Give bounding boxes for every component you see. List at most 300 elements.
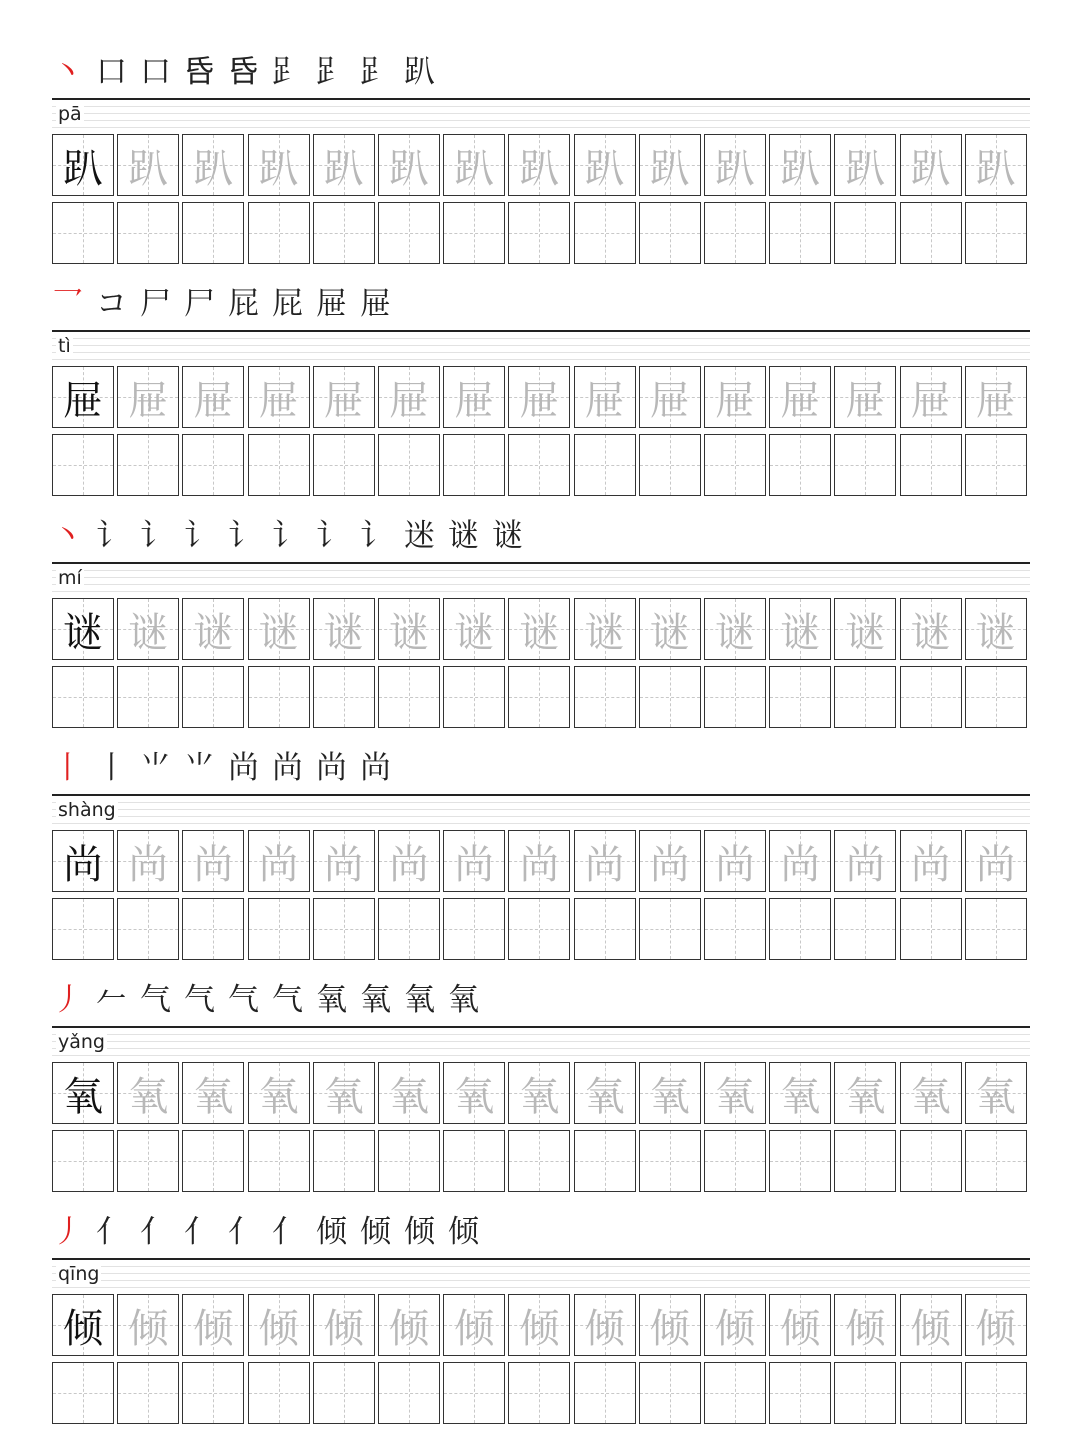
- stroke-step: 讠: [272, 518, 303, 554]
- trace-cell: [834, 830, 896, 892]
- practice-cell[interactable]: [769, 666, 831, 728]
- pinyin-label: qīng: [58, 1263, 100, 1285]
- trace-cell: [704, 134, 766, 196]
- trace-character: 氧: [649, 1073, 690, 1120]
- practice-cell[interactable]: [443, 666, 505, 728]
- trace-character: 倾: [845, 1305, 886, 1352]
- stroke-step: 谜: [448, 518, 479, 554]
- pinyin-band: [52, 562, 1030, 594]
- practice-cell[interactable]: [639, 898, 701, 960]
- trace-cell: [378, 134, 440, 196]
- practice-cell[interactable]: [965, 666, 1027, 728]
- practice-cell[interactable]: [443, 898, 505, 960]
- practice-row: [52, 666, 1030, 730]
- practice-cell[interactable]: [639, 434, 701, 496]
- practice-cell[interactable]: [182, 898, 244, 960]
- trace-character: 尚: [519, 841, 560, 888]
- practice-cell[interactable]: [769, 898, 831, 960]
- practice-cell[interactable]: [639, 1130, 701, 1192]
- trace-cell: [574, 598, 636, 660]
- trace-cell: [508, 1294, 570, 1356]
- practice-cell[interactable]: [117, 666, 179, 728]
- character-section: [52, 516, 1030, 748]
- practice-cell[interactable]: [769, 202, 831, 264]
- stroke-step: 丨: [52, 750, 83, 786]
- trace-cell: [965, 1294, 1027, 1356]
- trace-cell: [900, 598, 962, 660]
- stroke-order-sequence: [52, 980, 1030, 1030]
- stroke-step: 𧾷: [316, 54, 347, 90]
- practice-cell[interactable]: [900, 898, 962, 960]
- trace-character: 尚: [128, 841, 169, 888]
- practice-cell[interactable]: [769, 434, 831, 496]
- practice-cell[interactable]: [443, 1362, 505, 1424]
- trace-character: 屉: [715, 377, 755, 424]
- practice-cell[interactable]: [313, 434, 375, 496]
- practice-cell[interactable]: [965, 434, 1027, 496]
- trace-character: 氧: [910, 1073, 951, 1120]
- practice-cell[interactable]: [508, 434, 570, 496]
- practice-cell[interactable]: [704, 666, 766, 728]
- trace-cell: [182, 598, 244, 660]
- trace-character: 趴: [715, 145, 755, 192]
- trace-cell: [248, 1294, 310, 1356]
- stroke-step: 亻: [184, 1214, 215, 1250]
- trace-character: 屉: [454, 377, 495, 424]
- practice-cell[interactable]: [313, 1362, 375, 1424]
- trace-character: 尚: [975, 841, 1016, 888]
- practice-cell[interactable]: [378, 666, 440, 728]
- model-row: [52, 830, 1030, 894]
- stroke-order-sequence: [52, 52, 1030, 102]
- practice-cell[interactable]: [574, 202, 636, 264]
- practice-cell[interactable]: [248, 666, 310, 728]
- trace-cell: [117, 598, 179, 660]
- trace-cell: [639, 134, 701, 196]
- practice-cell[interactable]: [834, 1362, 896, 1424]
- practice-cell[interactable]: [965, 898, 1027, 960]
- practice-cell[interactable]: [508, 1130, 570, 1192]
- stroke-step: 屉: [316, 286, 347, 322]
- trace-character: 倾: [519, 1305, 560, 1352]
- trace-cell: [313, 1062, 375, 1124]
- stroke-step: 尚: [272, 750, 303, 786]
- trace-cell: [248, 134, 310, 196]
- trace-character: 屉: [780, 377, 821, 424]
- trace-character: 趴: [389, 145, 429, 192]
- trace-character: 氧: [584, 1073, 625, 1120]
- model-cell: [52, 1294, 114, 1356]
- stroke-step: 倾: [316, 1214, 347, 1250]
- trace-character: 氧: [128, 1073, 169, 1120]
- practice-cell[interactable]: [574, 898, 636, 960]
- trace-cell: [574, 134, 636, 196]
- trace-cell: [834, 366, 896, 428]
- pinyin-label: tì: [58, 335, 71, 357]
- stroke-step: 口: [140, 54, 171, 90]
- stroke-step: 趴: [404, 54, 435, 90]
- stroke-step: 讠: [140, 518, 171, 554]
- trace-character: 屉: [193, 377, 234, 424]
- trace-cell: [443, 1294, 505, 1356]
- trace-character: 屉: [584, 377, 625, 424]
- practice-cell[interactable]: [769, 1362, 831, 1424]
- stroke-step: 倾: [360, 1214, 391, 1250]
- practice-cell[interactable]: [378, 1130, 440, 1192]
- model-character: 倾: [63, 1305, 103, 1352]
- trace-cell: [639, 598, 701, 660]
- trace-character: 尚: [389, 841, 429, 888]
- stroke-step: 尚: [316, 750, 347, 786]
- trace-cell: [182, 134, 244, 196]
- stroke-step: 𠂉: [96, 982, 127, 1018]
- trace-cell: [574, 830, 636, 892]
- trace-cell: [704, 366, 766, 428]
- model-cell: [52, 1062, 114, 1124]
- trace-cell: [248, 1062, 310, 1124]
- practice-cell[interactable]: [639, 1362, 701, 1424]
- trace-character: 氧: [780, 1073, 821, 1120]
- stroke-step: 丶: [52, 54, 83, 90]
- trace-cell: [508, 134, 570, 196]
- stroke-step: 迷: [404, 518, 435, 554]
- stroke-step: 𧾷: [360, 54, 391, 90]
- trace-cell: [704, 1294, 766, 1356]
- practice-cell[interactable]: [900, 434, 962, 496]
- trace-character: 趴: [780, 145, 821, 192]
- practice-cell[interactable]: [313, 1130, 375, 1192]
- practice-cell[interactable]: [704, 1362, 766, 1424]
- pinyin-band: [52, 330, 1030, 362]
- practice-cell[interactable]: [834, 202, 896, 264]
- practice-cell[interactable]: [378, 1362, 440, 1424]
- practice-cell[interactable]: [508, 202, 570, 264]
- stroke-step: 氧: [316, 982, 347, 1018]
- trace-cell: [117, 830, 179, 892]
- stroke-step: 尸: [140, 286, 171, 322]
- practice-cell[interactable]: [965, 1362, 1027, 1424]
- trace-character: 趴: [845, 145, 886, 192]
- practice-cell[interactable]: [443, 1130, 505, 1192]
- pinyin-label: pā: [58, 103, 82, 125]
- stroke-step: 尚: [228, 750, 259, 786]
- trace-character: 趴: [519, 145, 560, 192]
- practice-cell[interactable]: [443, 202, 505, 264]
- character-section: [52, 52, 1030, 284]
- trace-cell: [117, 1062, 179, 1124]
- trace-character: 趴: [128, 145, 169, 192]
- trace-cell: [639, 830, 701, 892]
- model-row: [52, 366, 1030, 430]
- trace-cell: [769, 598, 831, 660]
- model-character: 尚: [63, 841, 103, 888]
- trace-cell: [443, 366, 505, 428]
- practice-cell[interactable]: [639, 202, 701, 264]
- practice-cell[interactable]: [182, 666, 244, 728]
- practice-cell[interactable]: [52, 1362, 114, 1424]
- stroke-step: 讠: [360, 518, 391, 554]
- trace-cell: [443, 134, 505, 196]
- pinyin-band: [52, 1026, 1030, 1058]
- trace-character: 氧: [193, 1073, 234, 1120]
- stroke-step: 气: [228, 982, 259, 1018]
- practice-cell[interactable]: [182, 202, 244, 264]
- practice-cell[interactable]: [900, 1362, 962, 1424]
- practice-cell[interactable]: [574, 434, 636, 496]
- pinyin-band: [52, 98, 1030, 130]
- practice-cell[interactable]: [508, 898, 570, 960]
- practice-cell[interactable]: [900, 666, 962, 728]
- trace-character: 倾: [454, 1305, 495, 1352]
- stroke-step: 氧: [360, 982, 391, 1018]
- trace-cell: [508, 366, 570, 428]
- trace-character: 谜: [389, 609, 429, 656]
- trace-cell: [965, 1062, 1027, 1124]
- practice-cell[interactable]: [52, 1130, 114, 1192]
- trace-cell: [508, 1062, 570, 1124]
- trace-cell: [313, 134, 375, 196]
- stroke-step: 丨: [96, 750, 127, 786]
- stroke-step: 丿: [52, 1214, 83, 1250]
- trace-cell: [965, 830, 1027, 892]
- trace-character: 氧: [715, 1073, 755, 1120]
- practice-cell[interactable]: [117, 898, 179, 960]
- trace-cell: [769, 134, 831, 196]
- trace-character: 倾: [584, 1305, 625, 1352]
- trace-character: 趴: [193, 145, 234, 192]
- practice-cell[interactable]: [313, 666, 375, 728]
- practice-cell[interactable]: [248, 434, 310, 496]
- trace-cell: [574, 366, 636, 428]
- practice-cell[interactable]: [508, 666, 570, 728]
- trace-character: 氧: [519, 1073, 560, 1120]
- stroke-step: 口: [96, 54, 127, 90]
- practice-cell[interactable]: [769, 1130, 831, 1192]
- trace-cell: [965, 598, 1027, 660]
- trace-cell: [378, 598, 440, 660]
- trace-character: 谜: [715, 609, 755, 656]
- trace-character: 屉: [649, 377, 690, 424]
- trace-character: 尚: [258, 841, 299, 888]
- trace-cell: [900, 1062, 962, 1124]
- trace-character: 尚: [910, 841, 951, 888]
- practice-row: [52, 1130, 1030, 1194]
- practice-cell[interactable]: [52, 202, 114, 264]
- practice-cell[interactable]: [574, 1130, 636, 1192]
- trace-character: 谜: [780, 609, 821, 656]
- trace-cell: [639, 366, 701, 428]
- pinyin-label: mí: [58, 567, 82, 589]
- stroke-step: 氧: [404, 982, 435, 1018]
- practice-cell[interactable]: [378, 434, 440, 496]
- character-section: [52, 284, 1030, 516]
- stroke-step: 氧: [448, 982, 479, 1018]
- practice-cell[interactable]: [182, 434, 244, 496]
- trace-cell: [313, 830, 375, 892]
- trace-character: 尚: [454, 841, 495, 888]
- trace-cell: [117, 1294, 179, 1356]
- practice-cell[interactable]: [704, 1130, 766, 1192]
- stroke-step: ⺌: [140, 750, 171, 786]
- practice-cell[interactable]: [248, 1362, 310, 1424]
- trace-character: 谜: [454, 609, 495, 656]
- practice-cell[interactable]: [248, 1130, 310, 1192]
- model-cell: [52, 830, 114, 892]
- trace-cell: [248, 830, 310, 892]
- trace-character: 谜: [323, 609, 364, 656]
- practice-cell[interactable]: [834, 434, 896, 496]
- trace-cell: [834, 134, 896, 196]
- stroke-step: 丶: [52, 518, 83, 554]
- trace-character: 倾: [323, 1305, 364, 1352]
- practice-row: [52, 434, 1030, 498]
- practice-cell[interactable]: [182, 1130, 244, 1192]
- pinyin-label: yǎng: [58, 1031, 105, 1053]
- practice-cell[interactable]: [834, 1130, 896, 1192]
- trace-character: 谜: [128, 609, 169, 656]
- stroke-step: 丿: [52, 982, 83, 1018]
- trace-cell: [443, 1062, 505, 1124]
- practice-cell[interactable]: [574, 666, 636, 728]
- trace-cell: [574, 1294, 636, 1356]
- stroke-step: コ: [96, 286, 127, 322]
- practice-cell[interactable]: [900, 202, 962, 264]
- trace-character: 趴: [258, 145, 299, 192]
- stroke-step: 讠: [316, 518, 347, 554]
- practice-cell[interactable]: [117, 434, 179, 496]
- practice-cell[interactable]: [574, 1362, 636, 1424]
- trace-cell: [508, 830, 570, 892]
- stroke-step: 尸: [184, 286, 215, 322]
- stroke-step: 倾: [448, 1214, 479, 1250]
- trace-character: 尚: [715, 841, 755, 888]
- practice-cell[interactable]: [182, 1362, 244, 1424]
- trace-character: 尚: [193, 841, 234, 888]
- practice-cell[interactable]: [52, 666, 114, 728]
- stroke-step: 屉: [360, 286, 391, 322]
- trace-character: 氧: [323, 1073, 364, 1120]
- trace-character: 屉: [389, 377, 429, 424]
- practice-cell[interactable]: [313, 898, 375, 960]
- trace-cell: [443, 598, 505, 660]
- practice-cell[interactable]: [378, 898, 440, 960]
- trace-cell: [769, 1294, 831, 1356]
- practice-cell[interactable]: [704, 434, 766, 496]
- stroke-step: 𧾷: [272, 54, 303, 90]
- trace-cell: [313, 1294, 375, 1356]
- trace-character: 趴: [910, 145, 951, 192]
- trace-character: 倾: [389, 1305, 429, 1352]
- stroke-step: 亻: [96, 1214, 127, 1250]
- trace-cell: [834, 1062, 896, 1124]
- trace-character: 倾: [128, 1305, 169, 1352]
- practice-cell[interactable]: [704, 898, 766, 960]
- trace-character: 倾: [975, 1305, 1016, 1352]
- stroke-step: 讠: [184, 518, 215, 554]
- trace-character: 屉: [258, 377, 299, 424]
- trace-character: 谜: [193, 609, 234, 656]
- trace-cell: [117, 134, 179, 196]
- character-section: [52, 1212, 1030, 1444]
- trace-cell: [900, 366, 962, 428]
- practice-cell[interactable]: [248, 202, 310, 264]
- practice-cell[interactable]: [117, 202, 179, 264]
- trace-character: 屉: [519, 377, 560, 424]
- practice-cell[interactable]: [52, 434, 114, 496]
- trace-character: 趴: [649, 145, 690, 192]
- trace-cell: [639, 1294, 701, 1356]
- practice-cell[interactable]: [965, 202, 1027, 264]
- practice-cell[interactable]: [508, 1362, 570, 1424]
- trace-cell: [704, 598, 766, 660]
- trace-cell: [769, 830, 831, 892]
- trace-character: 倾: [649, 1305, 690, 1352]
- trace-character: 谜: [845, 609, 886, 656]
- trace-character: 氧: [975, 1073, 1016, 1120]
- stroke-step: 亻: [228, 1214, 259, 1250]
- practice-cell[interactable]: [248, 898, 310, 960]
- practice-cell[interactable]: [117, 1362, 179, 1424]
- trace-cell: [248, 366, 310, 428]
- practice-cell[interactable]: [378, 202, 440, 264]
- trace-cell: [508, 598, 570, 660]
- trace-cell: [378, 1062, 440, 1124]
- trace-character: 倾: [715, 1305, 755, 1352]
- stroke-order-sequence: [52, 284, 1030, 334]
- trace-character: 氧: [258, 1073, 299, 1120]
- trace-cell: [900, 134, 962, 196]
- trace-cell: [117, 366, 179, 428]
- trace-cell: [443, 830, 505, 892]
- practice-cell[interactable]: [834, 666, 896, 728]
- trace-character: 趴: [584, 145, 625, 192]
- model-row: [52, 134, 1030, 198]
- trace-cell: [378, 366, 440, 428]
- character-section: [52, 748, 1030, 980]
- stroke-step: 谜: [492, 518, 523, 554]
- practice-cell[interactable]: [965, 1130, 1027, 1192]
- practice-cell[interactable]: [52, 898, 114, 960]
- stroke-step: 气: [140, 982, 171, 1018]
- practice-cell[interactable]: [834, 898, 896, 960]
- practice-cell[interactable]: [639, 666, 701, 728]
- trace-cell: [834, 598, 896, 660]
- stroke-step: 亻: [140, 1214, 171, 1250]
- trace-character: 尚: [780, 841, 821, 888]
- trace-character: 倾: [193, 1305, 234, 1352]
- stroke-step: 气: [272, 982, 303, 1018]
- practice-row: [52, 202, 1030, 266]
- pinyin-label: shàng: [58, 799, 116, 821]
- practice-cell[interactable]: [704, 202, 766, 264]
- trace-cell: [313, 598, 375, 660]
- stroke-order-sequence: [52, 516, 1030, 566]
- trace-character: 谜: [649, 609, 690, 656]
- model-character: 谜: [63, 609, 103, 656]
- practice-cell[interactable]: [900, 1130, 962, 1192]
- trace-character: 倾: [258, 1305, 299, 1352]
- practice-cell[interactable]: [117, 1130, 179, 1192]
- trace-character: 趴: [323, 145, 364, 192]
- stroke-step: 屁: [272, 286, 303, 322]
- stroke-step: 屁: [228, 286, 259, 322]
- practice-cell[interactable]: [443, 434, 505, 496]
- trace-cell: [769, 366, 831, 428]
- trace-character: 屉: [128, 377, 169, 424]
- stroke-step: 倾: [404, 1214, 435, 1250]
- practice-cell[interactable]: [313, 202, 375, 264]
- stroke-step: 𠯑: [184, 54, 215, 90]
